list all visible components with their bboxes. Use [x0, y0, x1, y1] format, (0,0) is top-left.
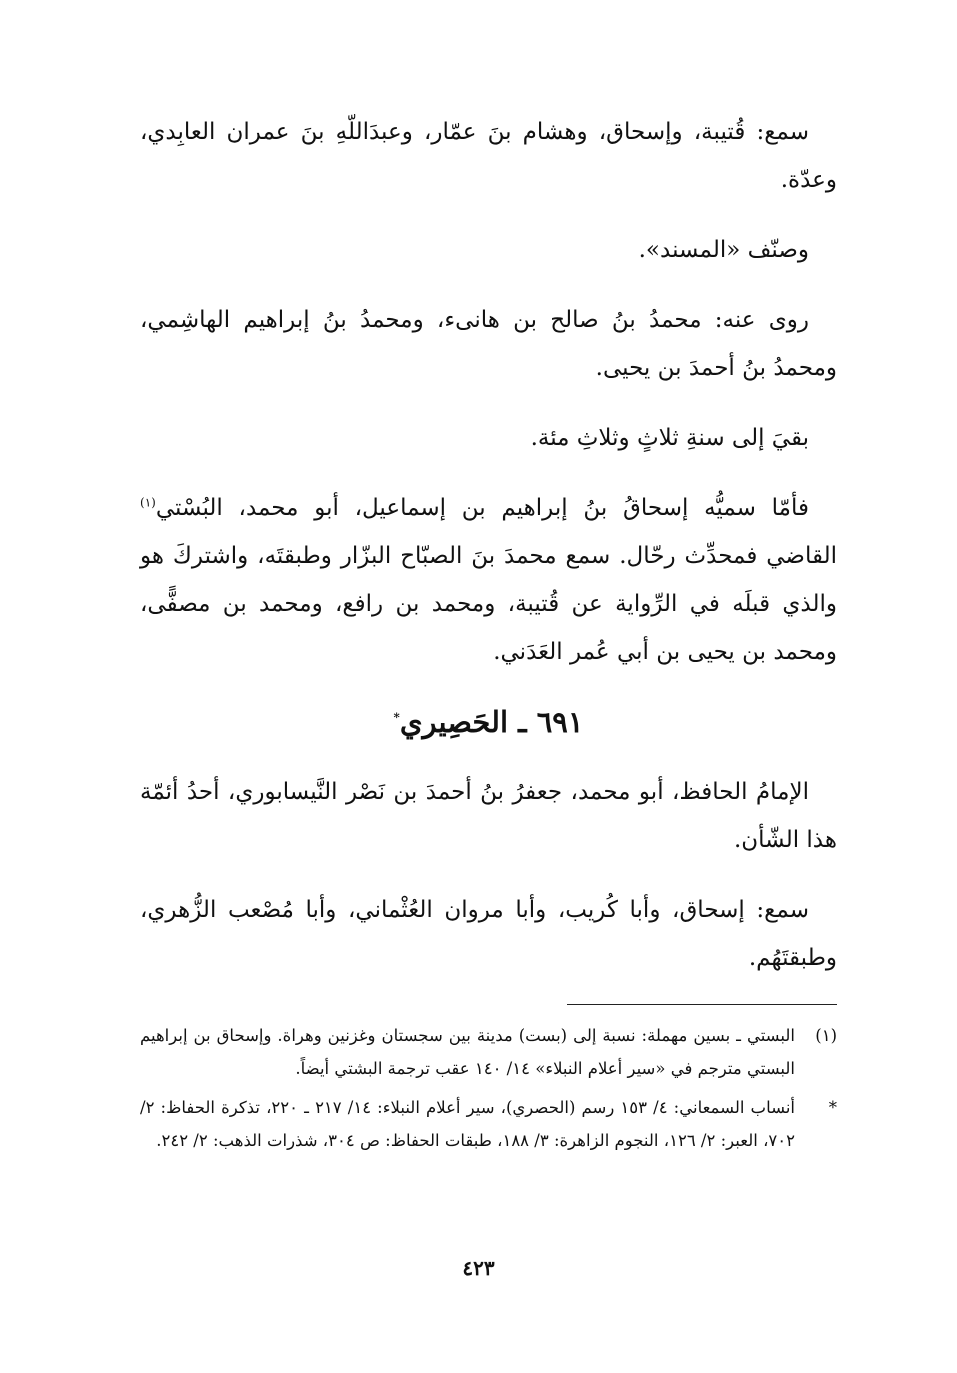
paragraph-hasiri-teachers: سمع: إسحاق، وأبا كُريب، وأبا مروان العُثْماني، وأبا مُصْعب الزُّهري، وطبقتَهُم. [140, 897, 837, 971]
footnote-star [140, 1091, 837, 1157]
paragraph-musnad: وصنّف «المسند». [638, 237, 809, 263]
footnote-1-mark: (١) [815, 1026, 837, 1045]
entry-heading [140, 698, 837, 746]
paragraph-death: بقيَ إلى سنةِ ثلاثٍ وثلاثِ مئة. [530, 425, 809, 451]
footnote-1 [140, 1019, 837, 1085]
footnote-star-mark: * [828, 1098, 837, 1117]
footnote-ref-1[interactable]: (١) [140, 495, 156, 510]
footnote-divider [567, 1004, 837, 1005]
paragraph-students: روى عنه: محمدُ بنُ صالح بن هانىء، ومحمدُ بنُ إبراهيم الهاشِمي، ومحمدُ بنُ أحمدَ بن يحيى. [140, 307, 837, 381]
footnote-1-text: البستي ـ بسين مهملة: نسبة إلى (بست) مدينة بين سجستان وغزنين وهراة. وإسحاق بن إبراهيم البستي مترجم في «سير أعلام النبلاء» ١٤/ ١٤٠ عقب ترجمة البشتي أيضاً. [140, 1026, 795, 1078]
paragraph-bustī-end: القاضي فمحدِّث رحّال. سمع محمدَ بنَ الصبّاح البزّار وطبقتَه، واشتركَ هو والذي قبلَه في الرِّواية عن قُتيبة، ومحمد بن رافع، ومحمد بن مصفًّى، ومحمد بن يحيى بن أبي عُمر العَدَني. [140, 543, 837, 665]
entry-heading-text: ٦٩١ ـ الحَصِيري [399, 705, 584, 739]
paragraph-bustī [140, 484, 837, 676]
page-body [140, 108, 837, 1163]
footnote-star-text: أنساب السمعاني: ٤/ ١٥٣ رسم (الحصري)، سير أعلام النبلاء: ١٤/ ٢١٧ ـ ٢٢٠، تذكرة الحفاظ: ٢/ ٧٠٢، العبر: ٢/ ١٢٦، النجوم الزاهرة: ٣/ ١٨٨، طبقات الحفاظ: ص ٣٠٤، شذرات الذهب: ٢/ ٢٤٢. [140, 1098, 795, 1150]
paragraph-bustī-start: فأمّا سميُّه إسحاقُ بنُ إبراهيم بن إسماعيل، أبو محمد، البُسْتي [155, 495, 809, 521]
paragraph-biography: الإمامُ الحافظ، أبو محمد، جعفرُ بنُ أحمدَ بن نَصْر النَّيسابوري، أحدُ أئمّة هذا الشّأن. [140, 779, 837, 853]
footnote-ref-star[interactable]: * [393, 710, 400, 725]
page-number: ٤٢٣ [462, 1256, 495, 1280]
paragraph-teachers: سمع: قُتيبة، وإسحاق، وهشام بنَ عمّار، وعبدَاللّهِ بنَ عمران العابِدي، وعدّة. [140, 119, 837, 193]
